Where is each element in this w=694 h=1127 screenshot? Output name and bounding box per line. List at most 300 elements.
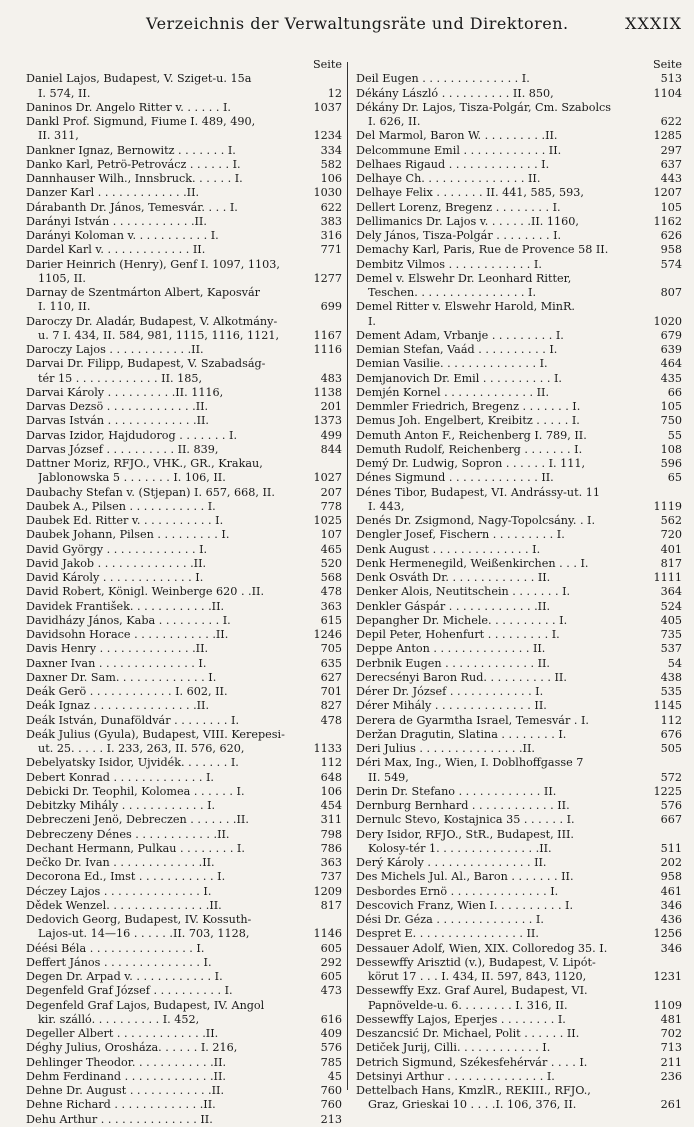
entry-page-ref: 66 (667, 385, 682, 399)
entry-page-ref: 207 (320, 485, 342, 499)
entry-text: Denk Osváth Dr. . . . . . . . . . . . . II. (356, 571, 551, 584)
entry-text: I. 574, II. (38, 86, 91, 100)
entry-text: Dékány László . . . . . . . . . . II. 850, (356, 86, 554, 100)
index-entry-line (26, 999, 342, 1013)
entry-page-ref: 605 (320, 970, 342, 983)
index-entry-line (26, 614, 342, 628)
entry-page-ref: 409 (320, 1027, 342, 1040)
entry-text: Derbnik Eugen . . . . . . . . . . . . . II. (356, 656, 550, 670)
index-entry-line (26, 728, 342, 742)
entry-text: Deffert János . . . . . . . . . . . . . . I. (26, 955, 212, 969)
index-entry-line (356, 728, 682, 742)
entry-text: Denker Alois, Neutitschein . . . . . . . I. (356, 585, 571, 599)
index-entry-line (356, 799, 682, 813)
entry-text: tér 15 . . . . . . . . . . . . II. 185, (38, 371, 203, 385)
entry-page-ref: 1231 (653, 970, 682, 983)
entry-page-ref: 1246 (313, 628, 342, 641)
index-entry-line (26, 386, 342, 400)
entry-text: Darvas Izidor, Hajdudorog . . . . . . . I. (26, 428, 238, 442)
entry-text: Detsinyi Arthur . . . . . . . . . . . . . . I. (356, 1069, 555, 1083)
seite-label-right: Seite (653, 58, 682, 71)
index-entry-line (26, 243, 342, 257)
index-entry-line (356, 1070, 682, 1084)
page-title: Verzeichnis der Verwaltungsräte und Direktoren. (146, 14, 569, 33)
entry-text: Deil Eugen . . . . . . . . . . . . . . I. (356, 72, 530, 86)
index-entry-line (26, 158, 342, 172)
index-entry-line (26, 329, 342, 343)
entry-page-ref: 639 (660, 343, 682, 356)
entry-text: II. 549, (368, 770, 409, 784)
entry-page-ref: 785 (320, 1055, 342, 1069)
entry-page-ref: 1207 (653, 186, 682, 200)
index-entry-line (26, 343, 342, 357)
index-entry-line (356, 828, 682, 842)
entry-page-ref: 513 (660, 72, 682, 86)
entry-page-ref: 106 (320, 784, 342, 798)
entry-page-ref: 112 (660, 713, 682, 727)
entry-text: Denk August . . . . . . . . . . . . . . I. (356, 542, 541, 556)
index-entry-line (26, 400, 342, 414)
entry-page-ref: 1256 (653, 927, 682, 941)
index-entry-line (356, 486, 682, 500)
entry-text: Demuth Rudolf, Reichenberg . . . . . . . I. (356, 442, 583, 456)
index-entry-line (356, 144, 682, 158)
index-entry-line (356, 87, 682, 101)
index-entry-line (356, 714, 682, 728)
index-entry-line (26, 785, 342, 799)
index-entry-line (26, 1027, 342, 1041)
entry-page-ref: 478 (320, 713, 342, 727)
entry-text: Detiček Jurij, Cilli. . . . . . . . . . . . I. (356, 1041, 551, 1055)
index-entry-line (356, 457, 682, 471)
entry-page-ref: 316 (320, 229, 342, 242)
entry-page-ref: 562 (660, 514, 682, 527)
index-entry-line (26, 457, 342, 471)
index-entry-line (356, 500, 682, 514)
index-entry-line (26, 1113, 342, 1127)
entry-text: Deák Julius (Gyula), Budapest, VIII. Kerepesi- (26, 727, 285, 741)
entry-page-ref: 596 (660, 457, 682, 470)
entry-text: Daxner Ivan . . . . . . . . . . . . . . I. (26, 656, 207, 670)
entry-text: Daubek Johann, Pilsen . . . . . . . . . I. (26, 528, 230, 542)
entry-page-ref: 958 (660, 870, 682, 884)
index-entry-line (356, 72, 682, 86)
index-entry-line (356, 942, 682, 956)
index-entry-line (26, 1070, 342, 1084)
entry-text: Dénes Sigmund . . . . . . . . . . . . . II. (356, 471, 554, 485)
entry-text: Daniel Lajos, Budapest, V. Sziget-u. 15a (26, 72, 252, 86)
entry-page-ref: 1104 (653, 86, 682, 100)
entry-page-ref: 211 (660, 1055, 682, 1069)
entry-text: Daubachy Stefan v. (Stjepan) I. 657, 668, II. (26, 485, 275, 499)
entry-text: Dessauer Adolf, Wien, XIX. Colloredog 35. I. (356, 941, 608, 955)
index-entry-line (26, 571, 342, 585)
entry-text: Demian Vasilie. . . . . . . . . . . . . . I. (356, 357, 548, 371)
index-entry-line (356, 386, 682, 400)
entry-text: Dárabanth Dr. János, Temesvár. . . . I. (26, 200, 238, 214)
entry-text: Darvai Dr. Filipp, Budapest, V. Szabadság- (26, 357, 266, 371)
index-entry-line (356, 699, 682, 713)
entry-page-ref: 1111 (653, 571, 682, 584)
index-entry-line (26, 742, 342, 756)
entry-page-ref: 54 (667, 656, 682, 670)
entry-text: Dehne Richard . . . . . . . . . . . . .II. (26, 1098, 216, 1112)
entry-text: Danko Karl, Petrö-Petrovácz . . . . . . I. (26, 157, 241, 171)
index-entry-line (26, 129, 342, 143)
index-entry-line (26, 813, 342, 827)
index-entry-line (356, 215, 682, 229)
entry-text: I. 626, II. (368, 115, 421, 128)
index-entry-line (356, 984, 682, 998)
index-entry-line (356, 400, 682, 414)
entry-page-ref: 622 (320, 200, 342, 214)
entry-text: Déghy Julius, Orosháza. . . . . . I. 216, (26, 1041, 238, 1055)
entry-text: Danzer Karl . . . . . . . . . . . . .II. (26, 186, 200, 200)
index-entry-line (26, 699, 342, 713)
index-entry-line (356, 258, 682, 272)
entry-page-ref: 465 (320, 542, 342, 556)
entry-page-ref: 844 (320, 442, 342, 456)
entry-page-ref: 798 (320, 827, 342, 841)
entry-text: Deák István, Dunaföldvár . . . . . . . . I. (26, 713, 239, 727)
index-entry-line (26, 300, 342, 314)
entry-page-ref: 105 (660, 400, 682, 413)
index-entry-line (356, 243, 682, 257)
entry-text: Dérer Mihály . . . . . . . . . . . . . . II. (356, 699, 547, 713)
entry-text: I. (368, 314, 376, 328)
entry-page-ref: 464 (660, 357, 682, 371)
entry-page-ref: 1234 (313, 129, 342, 143)
entry-page-ref: 827 (320, 699, 342, 713)
index-entry-line (26, 756, 342, 770)
entry-text: Despret E. . . . . . . . . . . . . . . . II. (356, 927, 539, 941)
entry-text: Demian Stefan, Vaád . . . . . . . . . . I. (356, 343, 558, 356)
entry-text: Demmler Friedrich, Bregenz . . . . . . . I. (356, 400, 581, 413)
index-entry-line (356, 870, 682, 884)
index-entry-line (26, 372, 342, 386)
entry-text: Dehm Ferdinand . . . . . . . . . . . . .II. (26, 1069, 226, 1083)
entry-text: Darányi Koloman v. . . . . . . . . . . I. (26, 229, 219, 242)
entry-page-ref: 435 (660, 371, 682, 385)
entry-text: Deák Gerö . . . . . . . . . . . . I. 602, II. (26, 685, 228, 698)
entry-page-ref: 817 (320, 898, 342, 912)
entry-text: II. 311, (38, 129, 79, 143)
entry-page-ref: 1145 (653, 699, 682, 713)
entry-page-ref: 786 (320, 841, 342, 855)
entry-text: Dembitz Vilmos . . . . . . . . . . . . I. (356, 257, 542, 271)
entry-text: Dessewffy Arisztid (v.), Budapest, V. Lipót- (356, 955, 596, 969)
entry-page-ref: 750 (660, 414, 682, 428)
entry-text: Degenfeld Graf József . . . . . . . . . . I. (26, 984, 233, 998)
index-entry-line (356, 443, 682, 457)
index-entry-line (26, 500, 342, 514)
index-entry-line (26, 771, 342, 785)
index-entry-line (356, 471, 682, 485)
index-entry-line (356, 642, 682, 656)
entry-text: David Károly . . . . . . . . . . . . . I. (26, 571, 204, 584)
entry-page-ref: 45 (327, 1069, 342, 1083)
index-entry-line (26, 315, 342, 329)
index-entry-line (356, 585, 682, 599)
entry-text: Des Michels Jul. Al., Baron . . . . . . . II. (356, 870, 574, 884)
entry-page-ref: 1167 (313, 328, 342, 342)
index-entry-line (356, 885, 682, 899)
entry-text: Deák Ignaz . . . . . . . . . . . . . . .II. (26, 699, 210, 713)
entry-text: Graz, Grieskai 10 . . . .I. 106, 376, II. (368, 1098, 577, 1112)
entry-text: Davis Henry . . . . . . . . . . . . . .II. (26, 642, 209, 656)
entry-text: Papnövelde-u. 6. . . . . . . . I. 316, II. (368, 998, 568, 1012)
entry-page-ref: 735 (660, 628, 682, 641)
entry-page-ref: 605 (320, 941, 342, 955)
index-entry-line (26, 628, 342, 642)
index-entry-line (26, 927, 342, 941)
entry-text: Dellimanics Dr. Lajos v. . . . . . .II. 1160, (356, 214, 579, 228)
entry-text: Debitzky Mihály . . . . . . . . . . . . I. (26, 799, 216, 812)
entry-page-ref: 699 (320, 300, 342, 314)
entry-page-ref: 311 (320, 813, 342, 827)
page-header (18, 14, 682, 42)
entry-page-ref: 637 (660, 157, 682, 171)
entry-text: Daroczy Dr. Aladár, Budapest, V. Alkotmány- (26, 314, 278, 328)
entry-page-ref: 702 (660, 1027, 682, 1040)
entry-page-ref: 576 (660, 799, 682, 812)
right-entries (356, 72, 682, 1112)
index-entry-line (26, 286, 342, 300)
entry-text: Dankner Ignaz, Bernowitz . . . . . . . I. (26, 143, 236, 157)
index-entry-line (356, 300, 682, 314)
index-entry-line (356, 1056, 682, 1070)
entry-text: Teschen. . . . . . . . . . . . . . . . I. (368, 286, 537, 299)
entry-page-ref: 202 (660, 856, 682, 869)
index-entry-line (356, 315, 682, 329)
entry-text: Dečko Dr. Ivan . . . . . . . . . . . . .II. (26, 856, 215, 869)
index-entry-line (356, 628, 682, 642)
entry-text: Denkler Gáspár . . . . . . . . . . . . .II. (356, 599, 551, 613)
entry-text: Davidsohn Horace . . . . . . . . . . . .II. (26, 628, 229, 641)
entry-page-ref: 383 (320, 214, 342, 228)
entry-text: Dengler Josef, Fischern . . . . . . . . . I. (356, 528, 565, 542)
index-entry-line (26, 942, 342, 956)
index-entry-line (26, 486, 342, 500)
index-entry-line (356, 329, 682, 343)
index-entry-line (26, 642, 342, 656)
entry-text: Derý Károly . . . . . . . . . . . . . . . II. (356, 856, 547, 869)
entry-page-ref: 537 (660, 642, 682, 656)
entry-text: Dékány Dr. Lajos, Tisza-Polgár, Cm. Szabolcs (356, 100, 612, 114)
entry-page-ref: 483 (320, 371, 342, 385)
index-entry-line (26, 414, 342, 428)
entry-text: Daroczy Lajos . . . . . . . . . . . .II. (26, 343, 204, 356)
entry-text: Demý Dr. Ludwig, Sopron . . . . . . I. 111, (356, 457, 586, 470)
index-entry-line (356, 129, 682, 143)
index-entry-line (26, 514, 342, 528)
entry-text: Demel v. Elswehr Dr. Leonhard Ritter, (356, 271, 572, 285)
index-entry-line (356, 557, 682, 571)
entry-text: u. 7 I. 434, II. 584, 981, 1115, 1116, 1121, (38, 328, 280, 342)
index-entry-line (356, 999, 682, 1013)
index-entry-line (356, 1027, 682, 1041)
entry-page-ref: 1030 (313, 186, 342, 200)
entry-page-ref: 1277 (313, 271, 342, 285)
entry-page-ref: 958 (660, 243, 682, 257)
index-entry-line (356, 970, 682, 984)
entry-page-ref: 108 (660, 442, 682, 456)
entry-page-ref: 363 (320, 599, 342, 613)
index-entry-line (26, 885, 342, 899)
entry-page-ref: 616 (320, 1012, 342, 1026)
index-entry-line (26, 956, 342, 970)
entry-text: Debicki Dr. Teophil, Kolomea . . . . . . I. (26, 784, 245, 798)
entry-text: Dellert Lorenz, Bregenz . . . . . . . . I. (356, 200, 561, 214)
index-entry-line (26, 600, 342, 614)
entry-text: Jablonowska 5 . . . . . . . I. 106, II. (38, 471, 226, 485)
index-entry-line (26, 714, 342, 728)
index-entry-line (356, 1013, 682, 1027)
index-entry-line (26, 258, 342, 272)
index-entry-line (356, 756, 682, 770)
index-entry-line (26, 1098, 342, 1112)
entry-page-ref: 1146 (313, 927, 342, 941)
index-entry-line (26, 970, 342, 984)
entry-text: Deszancsić Dr. Michael, Polit . . . . . . II. (356, 1027, 580, 1040)
entry-page-ref: 511 (660, 841, 682, 855)
entry-page-ref: 1027 (313, 471, 342, 485)
index-entry-line (356, 956, 682, 970)
entry-text: Denk Hermenegild, Weißenkirchen . . . I. (356, 556, 589, 570)
entry-text: Debert Konrad . . . . . . . . . . . . . I. (26, 770, 214, 784)
entry-page-ref: 401 (660, 542, 682, 556)
entry-text: Dattner Moriz, RFJO., VHK., GR., Krakau, (26, 457, 263, 470)
entry-text: Darvas Dezsö . . . . . . . . . . . . .II. (26, 400, 209, 413)
index-entry-line (26, 172, 342, 186)
entry-text: Demel Ritter v. Elswehr Harold, MinR. (356, 300, 575, 314)
index-entry-line (26, 101, 342, 115)
index-entry-line (356, 600, 682, 614)
entry-page-ref: 615 (320, 613, 342, 627)
entry-page-ref: 1162 (653, 214, 682, 228)
index-entry-line (26, 186, 342, 200)
entry-text: Daxner Dr. Sam. . . . . . . . . . . . . I. (26, 670, 217, 684)
entry-page-ref: 461 (660, 884, 682, 898)
entry-text: Déri Max, Ing., Wien, I. Doblhoffgasse 7 (356, 756, 584, 770)
entry-text: Darvas István . . . . . . . . . . . . .II. (26, 414, 209, 428)
entry-page-ref: 771 (320, 243, 342, 257)
entry-text: Lajos-ut. 14—16 . . . . . .II. 703, 1128, (38, 927, 250, 941)
entry-page-ref: 679 (660, 328, 682, 342)
entry-page-ref: 346 (660, 941, 682, 955)
entry-text: Debelyatsky Isidor, Ujvidék. . . . . . . I. (26, 756, 239, 770)
index-entry-line (356, 272, 682, 286)
index-entry-line (26, 984, 342, 998)
entry-text: Déési Béla . . . . . . . . . . . . . . . I. (26, 941, 205, 955)
entry-text: Déczey Lajos . . . . . . . . . . . . . . I. (26, 884, 212, 898)
entry-page-ref: 473 (320, 984, 342, 998)
index-entry-line (26, 842, 342, 856)
entry-text: Dement Adam, Vrbanje . . . . . . . . . I. (356, 328, 564, 342)
index-entry-line (356, 1098, 682, 1112)
index-entry-line (26, 357, 342, 371)
entry-text: Dely János, Tisza-Polgár . . . . . . . . I. (356, 229, 562, 242)
entry-text: Dehne Dr. August . . . . . . . . . . . .II. (26, 1084, 225, 1097)
index-entry-line (356, 913, 682, 927)
index-entry-line (356, 785, 682, 799)
entry-page-ref: 481 (660, 1012, 682, 1026)
left-column (26, 58, 342, 1127)
entry-text: Darvai Károly . . . . . . . . . .II. 1116, (26, 385, 224, 399)
entry-text: Del Marmol, Baron W. . . . . . . . . .II. (356, 129, 558, 143)
entry-page-ref: 705 (320, 642, 342, 656)
entry-text: Delhaes Rigaud . . . . . . . . . . . . . I. (356, 157, 550, 171)
entry-page-ref: 363 (320, 856, 342, 869)
entry-text: David Robert, Königl. Weinberge 620 . .II. (26, 585, 265, 599)
entry-page-ref: 438 (660, 670, 682, 684)
index-entry-line (26, 799, 342, 813)
entry-text: Darnay de Szentmárton Albert, Kaposvár (26, 286, 260, 299)
index-entry-line (356, 286, 682, 300)
entry-page-ref: 364 (660, 585, 682, 599)
index-entry-line (26, 856, 342, 870)
entry-text: Derecsényi Baron Rud. . . . . . . . . . II. (356, 670, 567, 684)
entry-text: Debreczeni Jenö, Debreczen . . . . . . .II. (26, 813, 249, 827)
index-entry-line (26, 201, 342, 215)
entry-text: Depangher Dr. Michele. . . . . . . . . . I. (356, 613, 568, 627)
entry-page-ref: 535 (660, 685, 682, 698)
entry-page-ref: 454 (320, 799, 342, 812)
entry-text: Delcommune Emil . . . . . . . . . . . . II. (356, 143, 562, 157)
entry-page-ref: 760 (320, 1084, 342, 1097)
index-entry-line (26, 443, 342, 457)
entry-page-ref: 106 (320, 172, 342, 185)
entry-text: Dérer Dr. József . . . . . . . . . . . . I. (356, 685, 544, 698)
entry-page-ref: 261 (660, 1098, 682, 1112)
column-divider (347, 62, 348, 1090)
entry-text: Demuth Anton F., Reichenberg I. 789, II. (356, 428, 587, 442)
index-entry-line (356, 429, 682, 443)
index-entry-line (26, 899, 342, 913)
index-entry-line (356, 343, 682, 357)
entry-text: Dankl Prof. Sigmund, Fiume I. 489, 490, (26, 115, 256, 128)
entry-page-ref: 760 (320, 1098, 342, 1112)
entry-text: Dardel Karl v. . . . . . . . . . . . . II. (26, 243, 206, 257)
entry-text: Dehu Arthur . . . . . . . . . . . . . . II. (26, 1112, 213, 1126)
index-entry-line (26, 72, 342, 86)
index-entry-line (26, 528, 342, 542)
index-entry-line (356, 614, 682, 628)
entry-page-ref: 1020 (653, 314, 682, 328)
index-entry-line (356, 571, 682, 585)
entry-text: Desbordes Ernö . . . . . . . . . . . . . . I. (356, 884, 559, 898)
entry-text: Dettelbach Hans, KmzlR., REKIII., RFJO., (356, 1084, 591, 1097)
entry-text: Degenfeld Graf Lajos, Budapest, IV. Angol (26, 998, 265, 1012)
index-entry-line (356, 115, 682, 129)
index-entry-line (26, 229, 342, 243)
index-entry-line (356, 357, 682, 371)
index-entry-line (356, 856, 682, 870)
index-entry-line (26, 471, 342, 485)
index-entry-line (26, 87, 342, 101)
index-entry-line (356, 186, 682, 200)
entry-page-ref: 576 (320, 1041, 342, 1055)
index-entry-line (356, 771, 682, 785)
entry-text: Demjanovich Dr. Emil . . . . . . . . . . I. (356, 371, 562, 385)
index-entry-line (356, 685, 682, 699)
entry-text: Derin Dr. Stefano . . . . . . . . . . . . II. (356, 784, 557, 798)
index-entry-line (26, 144, 342, 158)
index-entry-line (356, 158, 682, 172)
entry-text: Dechant Hermann, Pulkau . . . . . . . . I. (26, 841, 245, 855)
right-column (356, 58, 682, 1113)
entry-text: Dési Dr. Géza . . . . . . . . . . . . . . I. (356, 913, 544, 926)
